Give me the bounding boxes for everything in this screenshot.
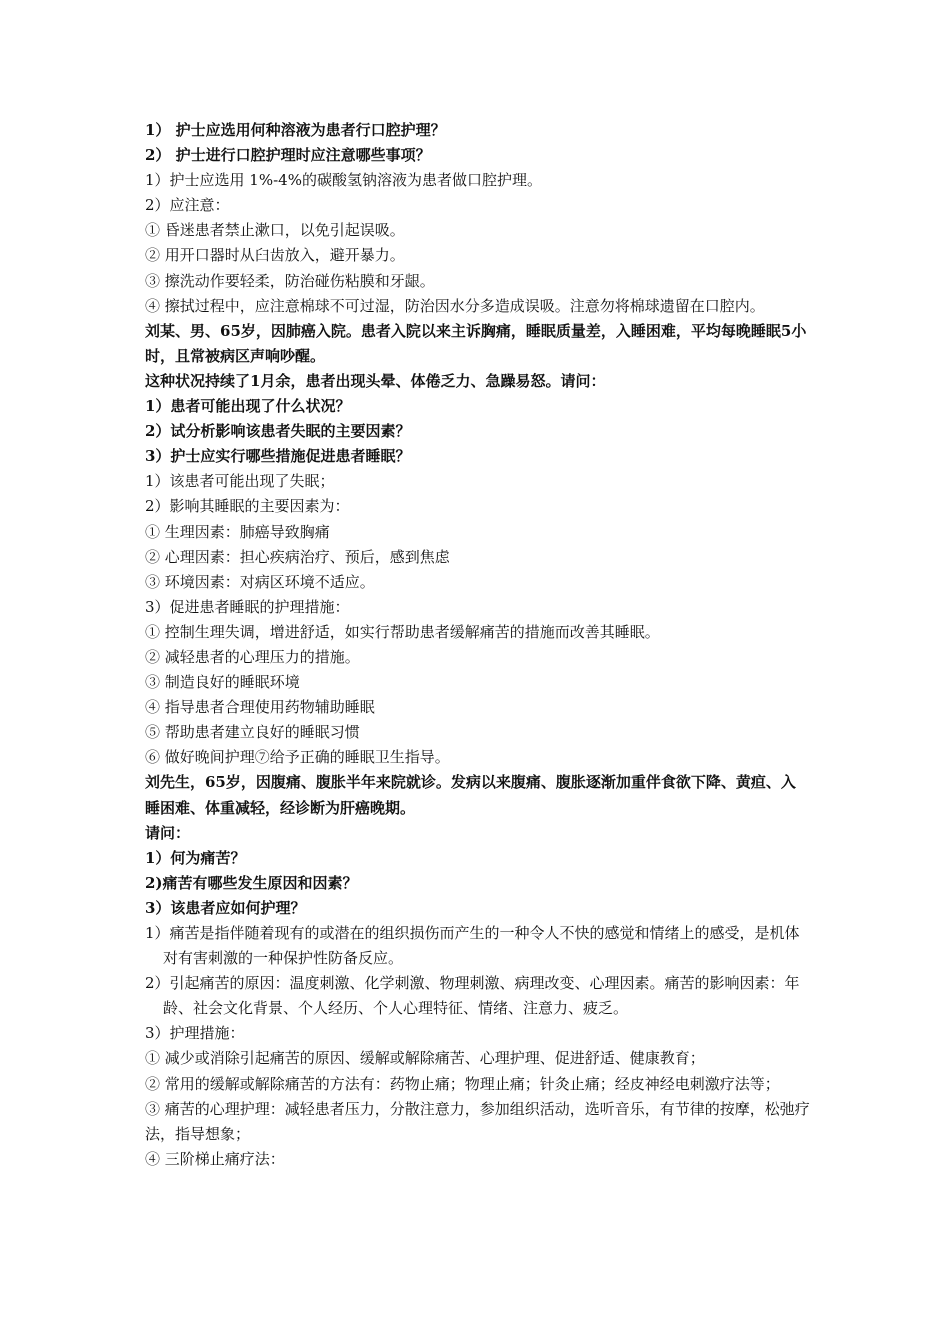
document-body (145, 118, 810, 1172)
answer-line: 3）护理措施： (145, 1024, 245, 1043)
answer-line: ① 昏迷患者禁止漱口，以免引起误吸。 (145, 221, 405, 240)
question-line: 3）护士应实行哪些措施促进患者睡眠？ (145, 447, 411, 466)
answer-line: ⑤ 帮助患者建立良好的睡眠习惯 (145, 723, 360, 742)
question-line: 2）试分析影响该患者失眠的主要因素？ (145, 422, 411, 441)
question-line: 请问： (145, 823, 191, 842)
answer-line: 1）护士应选用 1%-4%的碳酸氢钠溶液为患者做口腔护理。 (145, 171, 542, 190)
question-line: 1）何为痛苦？ (145, 848, 246, 867)
answer-line: 1）痛苦是指伴随着现有的或潜在的组织损伤而产生的一种令人不快的感觉和情绪上的感受，是机体对有害刺激的一种保护性防备反应。 (145, 924, 800, 968)
question-line: 1） 护士应选用何种溶液为患者行口腔护理？ (145, 121, 446, 139)
question-line: 3）该患者应如何护理？ (145, 898, 306, 917)
question-line: 这种状况持续了1月余，患者出现头晕、体倦乏力、急躁易怒。请问： (145, 371, 606, 390)
answer-line: ④ 擦拭过程中，应注意棉球不可过湿，防治因水分多造成误吸。注意勿将棉球遗留在口腔内。 (145, 296, 765, 315)
question-line: 2） 护士进行口腔护理时应注意哪些事项？ (145, 146, 431, 165)
answer-line: 3）促进患者睡眠的护理措施： (145, 597, 350, 616)
answer-line: 2）引起痛苦的原因：温度刺激、化学刺激、物理刺激、病理改变、心理因素。痛苦的影响因素：年龄、社会文化背景、个人经历、个人心理特征、情绪、注意力、疲乏。 (145, 974, 800, 1018)
question-line: 刘某、男、65岁，因肺癌入院。患者入院以来主诉胸痛，睡眠质量差，入睡困难，平均每晚睡眠5小时，且常被病区声响吵醒。 (145, 321, 807, 365)
answer-line: ② 常用的缓解或解除痛苦的方法有：药物止痛；物理止痛；针灸止痛；经皮神经电刺激疗法等； (145, 1074, 780, 1093)
answer-line: ① 生理因素：肺癌导致胸痛 (145, 522, 330, 541)
question-line: 1）患者可能出现了什么状况？ (145, 397, 351, 416)
answer-line: 2）应注意： (145, 196, 230, 215)
answer-line: ④ 指导患者合理使用药物辅助睡眠 (145, 698, 375, 717)
answer-line: ② 减轻患者的心理压力的措施。 (145, 647, 360, 666)
question-line: 刘先生，65岁，因腹痛、腹胀半年来院就诊。发病以来腹痛、腹胀逐渐加重伴食欲下降、黄疸、入睡困难、体重减轻，经诊断为肝癌晚期。 (145, 773, 796, 817)
answer-line: ④ 三阶梯止痛疗法： (145, 1149, 285, 1168)
answer-line: ① 减少或消除引起痛苦的原因、缓解或解除痛苦、心理护理、促进舒适、健康教育； (145, 1049, 705, 1068)
answer-line: ③ 制造良好的睡眠环境 (145, 673, 300, 692)
answer-line: ② 心理因素：担心疾病治疗、预后，感到焦虑 (145, 547, 450, 566)
question-line: 2)痛苦有哪些发生原因和因素？ (145, 873, 358, 892)
answer-line: ③ 擦洗动作要轻柔，防治碰伤粘膜和牙龈。 (145, 271, 435, 290)
answer-line: 1）该患者可能出现了失眠； (145, 472, 335, 491)
answer-line: ③ 痛苦的心理护理：减轻患者压力，分散注意力，参加组织活动，选听音乐，有节律的按摩，松弛疗法，指导想象； (145, 1099, 810, 1143)
answer-line: ③ 环境因素：对病区环境不适应。 (145, 572, 375, 591)
answer-line: ① 控制生理失调，增进舒适，如实行帮助患者缓解痛苦的措施而改善其睡眠。 (145, 622, 660, 641)
answer-line: ② 用开口器时从臼齿放入，避开暴力。 (145, 246, 405, 265)
answer-line: 2）影响其睡眠的主要因素为： (145, 497, 350, 516)
answer-line: ⑥ 做好晚间护理⑦给予正确的睡眠卫生指导。 (145, 748, 450, 767)
